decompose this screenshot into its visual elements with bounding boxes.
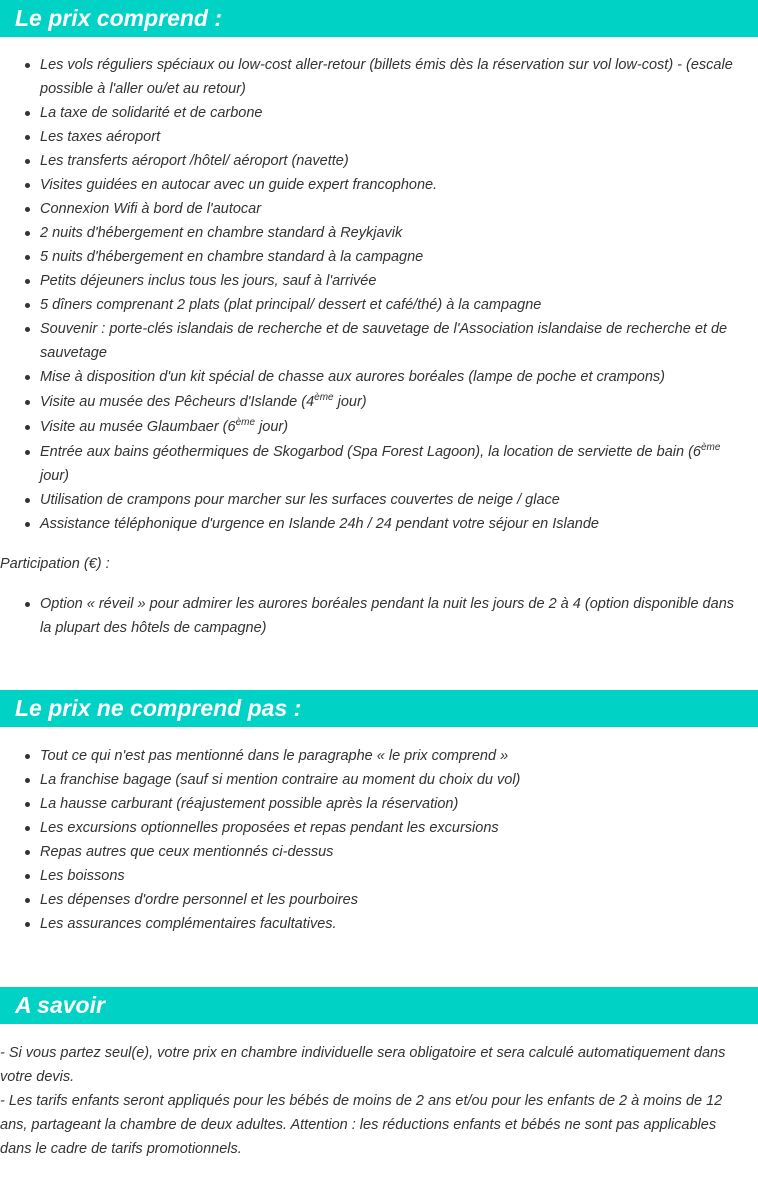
list-item: Visites guidées en autocar avec un guide expert francophone. — [40, 173, 758, 197]
item-text-tail: jour) — [333, 394, 367, 410]
list-item: Les assurances complémentaires facultatives. — [40, 912, 758, 936]
included-list — [0, 53, 758, 536]
excluded-section-title: Le prix ne comprend pas : — [0, 690, 758, 727]
list-item: Repas autres que ceux mentionnés ci-dessus — [40, 840, 758, 864]
list-item: 5 nuits d'hébergement en chambre standard à la campagne — [40, 245, 758, 269]
item-text-tail: jour) — [255, 419, 289, 435]
ordinal-suffix: ème — [314, 392, 334, 403]
list-item: Petits déjeuners inclus tous les jours, sauf à l'arrivée — [40, 269, 758, 293]
list-item: Tout ce qui n'est pas mentionné dans le paragraphe « le prix comprend » — [40, 744, 758, 768]
list-item: Connexion Wifi à bord de l'autocar — [40, 197, 758, 221]
participation-list — [0, 592, 758, 640]
list-item: 5 dîners comprenant 2 plats (plat principal/ dessert et café/thé) à la campagne — [40, 293, 758, 317]
list-item: Les vols réguliers spéciaux ou low-cost aller-retour (billets émis dès la réservation sur vol low-cost) - (escale possible à l'aller ou/et au retour) — [40, 53, 758, 101]
savoir-paragraph: - Les tarifs enfants seront appliqués pour les bébés de moins de 2 ans et/ou pour les enfants de 2 à moins de 12 ans, partageant la chambre de deux adultes. Attention : les réductions enfants et bébés ne sont pas applicables dans le cadre de tarifs promotionnels. — [0, 1093, 723, 1157]
list-item: Mise à disposition d'un kit spécial de chasse aux aurores boréales (lampe de poche et crampons) — [40, 365, 758, 389]
savoir-section-title: A savoir — [0, 987, 758, 1024]
ordinal-suffix: ème — [235, 417, 256, 428]
item-text-tail: jour) — [40, 468, 70, 484]
item-text: Visite au musée des Pêcheurs d'Islande (4 — [40, 394, 315, 410]
list-item: Les taxes aéroport — [40, 125, 758, 149]
list-item: Les dépenses d'ordre personnel et les pourboires — [40, 888, 758, 912]
list-item: Les excursions optionnelles proposées et repas pendant les excursions — [40, 816, 758, 840]
savoir-paragraph: - Si vous partez seul(e), votre prix en chambre individuelle sera obligatoire et sera calculé automatiquement dans votre devis. — [0, 1045, 726, 1085]
list-item: Assistance téléphonique d'urgence en Islande 24h / 24 pendant votre séjour en Islande — [40, 512, 758, 536]
list-item: 2 nuits d'hébergement en chambre standard à Reykjavik — [40, 221, 758, 245]
list-item: Les boissons — [40, 864, 758, 888]
item-text: Visite au musée Glaumbaer (6 — [40, 419, 236, 435]
list-item: Les transferts aéroport /hôtel/ aéroport (navette) — [40, 149, 758, 173]
list-item-geothermal-baths — [40, 440, 758, 488]
list-item-glaumbaer-museum — [40, 415, 758, 439]
excluded-list — [0, 744, 758, 936]
list-item: La hausse carburant (réajustement possible après la réservation) — [40, 792, 758, 816]
ordinal-suffix: ème — [700, 442, 721, 453]
list-item: La franchise bagage (sauf si mention contraire au moment du choix du vol) — [40, 768, 758, 792]
included-section-title: Le prix comprend : — [0, 0, 758, 37]
list-item: Souvenir : porte-clés islandais de recherche et de sauvetage de l'Association islandaise de recherche et de sauvetage — [40, 317, 758, 365]
participation-label: Participation (€) : — [0, 556, 110, 572]
item-text: Entrée aux bains géothermiques de Skogarbod (Spa Forest Lagoon), la location de serviette de bain (6 — [40, 444, 701, 460]
list-item: La taxe de solidarité et de carbone — [40, 101, 758, 125]
list-item-fishermen-museum — [40, 390, 758, 414]
list-item: Option « réveil » pour admirer les aurores boréales pendant la nuit les jours de 2 à 4 (option disponible dans la plupart des hôtels de campagne) — [40, 592, 758, 640]
list-item: Utilisation de crampons pour marcher sur les surfaces couvertes de neige / glace — [40, 488, 758, 512]
savoir-content — [0, 1041, 758, 1161]
